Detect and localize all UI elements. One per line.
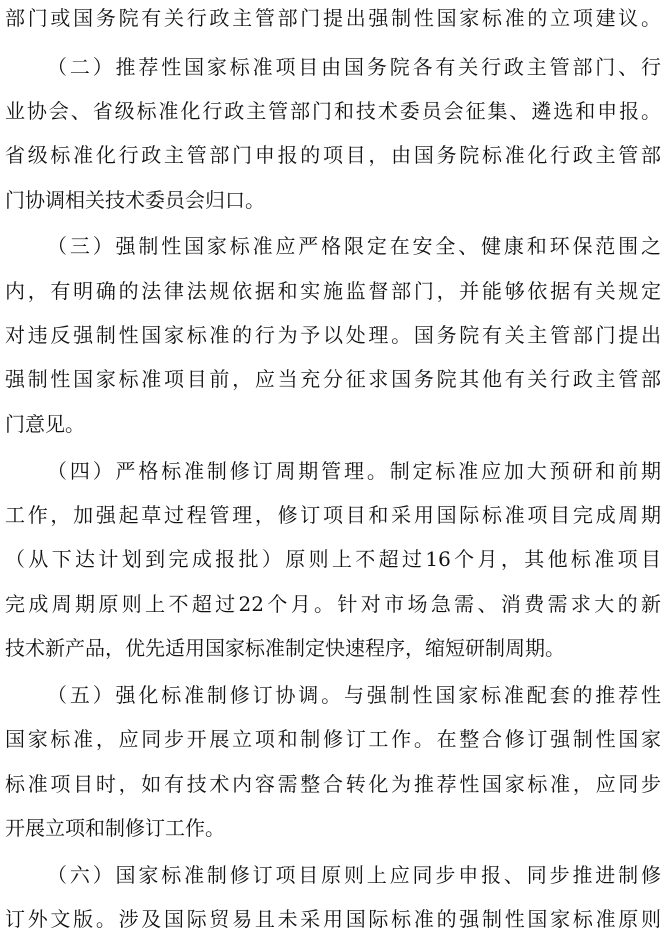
text-line: 省级标准化行政主管部门申报的项目，由国务院标准化行政主管部 <box>5 143 661 167</box>
text-line: 订外文版。涉及国际贸易且未采用国际标准的强制性国家标准原则 <box>5 907 661 931</box>
text-line: 开展立项和制修订工作。 <box>5 816 225 840</box>
text-line: 内，有明确的法律法规依据和实施监督部门，并能够依据有关规定 <box>5 279 661 303</box>
text-line: 技术新产品，优先适用国家标准制定快速程序，缩短研制周期。 <box>5 636 565 660</box>
text-line: 国家标准，应同步开展立项和制修订工作。在整合修订强制性国家 <box>5 727 661 751</box>
text-line: 业协会、省级标准化行政主管部门和技术委员会征集、遴选和申报。 <box>5 99 661 123</box>
text-line: 完成周期原则上不超过22个月。针对市场急需、消费需求大的新 <box>5 592 661 616</box>
text-line: （四）严格标准制修订周期管理。制定标准应加大预研和前期 <box>47 459 661 483</box>
text-line: （六）国家标准制修订项目原则上应同步申报、同步推进制修 <box>47 863 661 887</box>
text-line: 工作，加强起草过程管理，修订项目和采用国际标准项目完成周期 <box>5 503 661 527</box>
text-line: 对违反强制性国家标准的行为予以处理。国务院有关主管部门提出 <box>5 323 661 347</box>
text-line: 部门或国务院有关行政主管部门提出强制性国家标准的立项建议。 <box>5 6 661 30</box>
text-line: （三）强制性国家标准应严格限定在安全、健康和环保范围之 <box>47 234 661 258</box>
text-line: 门意见。 <box>5 412 85 436</box>
text-line: 门协调相关技术委员会归口。 <box>5 188 265 212</box>
text-line: （五）强化标准制修订协调。与强制性国家标准配套的推荐性 <box>47 683 661 707</box>
text-line: （从下达计划到完成报批）原则上不超过16个月，其他标准项目 <box>5 547 661 571</box>
text-line: 强制性国家标准项目前，应当充分征求国务院其他有关行政主管部 <box>5 367 661 391</box>
text-line: （二）推荐性国家标准项目由国务院各有关行政主管部门、行 <box>47 55 661 79</box>
text-line: 标准项目时，如有技术内容需整合转化为推荐性国家标准，应同步 <box>5 772 661 796</box>
